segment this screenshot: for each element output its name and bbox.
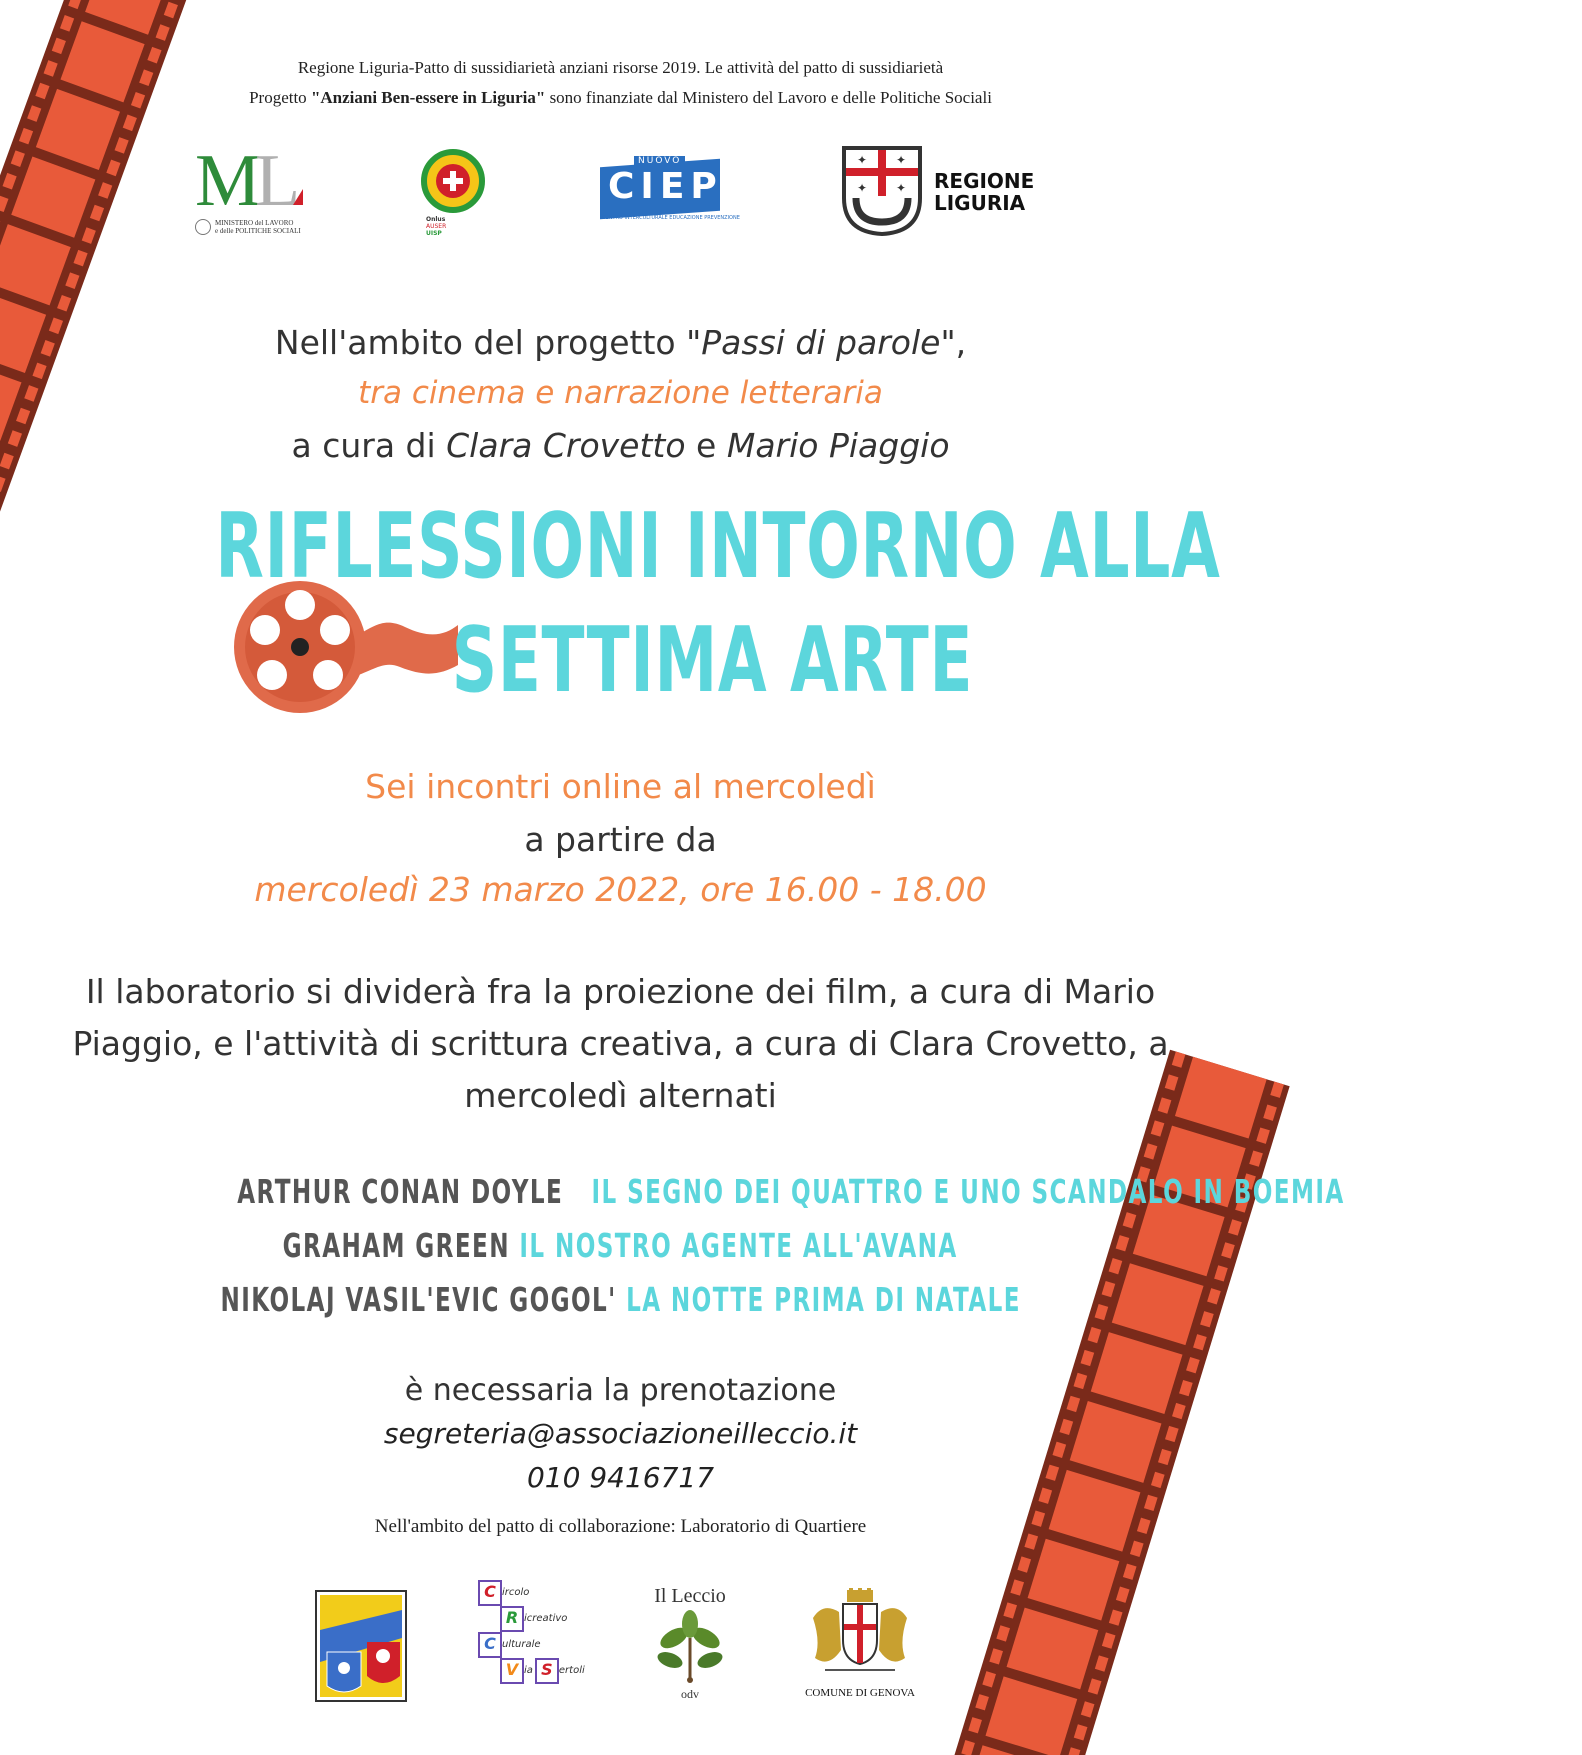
description-line2: Piaggio, e l'attività di scrittura creativa, a cura di Clara Crovetto, a bbox=[72, 1024, 1169, 1063]
intro-author2: Mario Piaggio bbox=[726, 426, 950, 465]
circolo-word: icreativo bbox=[524, 1613, 568, 1624]
svg-text:L: L bbox=[255, 140, 301, 222]
leccio-title: Il Leccio bbox=[654, 1585, 726, 1607]
header-line2-bold: "Anziani Ben-essere in Liguria" bbox=[310, 88, 546, 107]
intro-author1: Clara Crovetto bbox=[446, 426, 686, 465]
schedule-line1: Sei incontri online al mercoledì bbox=[365, 767, 876, 806]
description-line3: mercoledì alternati bbox=[464, 1076, 777, 1115]
associazione-caption3: UISP bbox=[426, 230, 442, 237]
title-line1: RIFLESSIONI INTORNO ALLA bbox=[215, 494, 1221, 599]
associazione-badge-icon bbox=[418, 150, 488, 212]
work-author: NIKOLAJ VASIL'EVIC GOGOL' bbox=[220, 1280, 617, 1319]
ciep-main: CIEP bbox=[608, 166, 723, 207]
circolo-letter: V bbox=[500, 1658, 524, 1684]
circolo-letter: C bbox=[478, 1580, 502, 1606]
circolo-letter: S bbox=[535, 1658, 559, 1684]
ciep-top: NUOVO bbox=[634, 156, 685, 166]
leccio-caption: odv bbox=[681, 1687, 699, 1701]
intro-line1 bbox=[0, 323, 1241, 362]
circolo-word: ertoli bbox=[558, 1665, 585, 1676]
circolo-row-1 bbox=[478, 1580, 529, 1605]
logo-il-leccio bbox=[640, 1585, 740, 1710]
circolo-word: ia bbox=[524, 1665, 533, 1676]
intro-line3-prefix: a cura di bbox=[291, 426, 447, 465]
work-title: LA NOTTE PRIMA DI NATALE bbox=[625, 1280, 1021, 1319]
ministero-caption1: MINISTERO del LAVORO bbox=[215, 219, 294, 227]
intro-line1-suffix: ", bbox=[940, 323, 967, 362]
work-item-1 bbox=[0, 1172, 1345, 1226]
logo-municipio-shield-icon bbox=[315, 1590, 407, 1702]
svg-text:✦: ✦ bbox=[896, 153, 907, 167]
circolo-row-2 bbox=[500, 1606, 567, 1631]
work-author: GRAHAM GREEN bbox=[282, 1226, 511, 1265]
title-line1-wrap bbox=[0, 494, 1241, 599]
work-item-2 bbox=[0, 1226, 1241, 1280]
genova-coat-of-arms-icon bbox=[805, 1588, 915, 1683]
circolo-row-3 bbox=[478, 1632, 541, 1657]
ministero-caption2: e delle POLITICHE SOCIALI bbox=[215, 227, 301, 235]
intro-line1-prefix: Nell'ambito del progetto " bbox=[274, 323, 702, 362]
contact-phone[interactable]: 010 9416717 bbox=[526, 1461, 715, 1494]
svg-text:✦: ✦ bbox=[857, 153, 868, 167]
header-line2-prefix: Progetto bbox=[249, 88, 311, 107]
republic-emblem-icon bbox=[195, 219, 211, 235]
genova-caption: COMUNE DI GENOVA bbox=[805, 1687, 915, 1699]
title-line2: SETTIMA ARTE bbox=[451, 608, 974, 713]
header-line1: Regione Liguria-Patto di sussidiarietà anziani risorse 2019. Le attività del patto di sussidiarietà bbox=[297, 58, 944, 77]
header-line2-suffix: sono finanziate dal Ministero del Lavoro e delle Politiche Sociali bbox=[545, 88, 992, 107]
title-line2-wrap bbox=[340, 608, 974, 713]
circolo-letter: R bbox=[500, 1606, 524, 1632]
logo-ciep bbox=[600, 153, 740, 225]
ciep-caption: CENTRO INTERCULTURALE EDUCAZIONE PREVENZIONE bbox=[602, 215, 740, 221]
circolo-word: ulturale bbox=[502, 1639, 541, 1650]
regione-shield-icon bbox=[842, 146, 922, 236]
work-title: IL SEGNO DEI QUATTRO E UNO SCANDALO IN BOEMIA bbox=[591, 1172, 1345, 1211]
logo-associazione bbox=[418, 150, 488, 245]
regione-line1: REGIONE bbox=[934, 169, 1035, 193]
logo-regione-liguria bbox=[842, 146, 1042, 236]
intro-line2: tra cinema e narrazione letteraria bbox=[358, 375, 883, 411]
intro-line3 bbox=[0, 426, 1241, 465]
works-list bbox=[0, 1172, 1345, 1334]
work-item-3 bbox=[0, 1280, 1241, 1334]
contact-email[interactable]: segreteria@associazioneilleccio.it bbox=[383, 1417, 858, 1450]
associazione-caption2: AUSER bbox=[426, 223, 447, 230]
oak-leaves-icon bbox=[650, 1608, 730, 1683]
circolo-letter: C bbox=[478, 1632, 502, 1658]
footer-note: Nell'ambito del patto di collaborazione: Laboratorio di Quartiere bbox=[374, 1516, 867, 1537]
description-line1: Il laboratorio si dividerà fra la proiezione dei film, a cura di Mario bbox=[85, 972, 1156, 1011]
intro-project-name: Passi di parole bbox=[701, 323, 941, 362]
work-author: ARTHUR CONAN DOYLE bbox=[237, 1172, 564, 1211]
ministero-ml-mark bbox=[195, 140, 310, 222]
intro-line3-mid: e bbox=[685, 426, 727, 465]
svg-text:M: M bbox=[195, 140, 261, 222]
header-line2 bbox=[0, 88, 1241, 108]
circolo-row-4 bbox=[500, 1658, 585, 1683]
logo-ministero bbox=[195, 140, 310, 235]
circolo-word: ircolo bbox=[502, 1587, 530, 1598]
logo-circolo bbox=[478, 1580, 588, 1705]
svg-text:✦: ✦ bbox=[896, 181, 907, 195]
regione-line2: LIGURIA bbox=[934, 191, 1026, 215]
booking-note: è necessaria la prenotazione bbox=[404, 1373, 837, 1408]
associazione-caption1: Onlus bbox=[426, 216, 446, 223]
schedule-line3: mercoledì 23 marzo 2022, ore 16.00 - 18.00 bbox=[254, 870, 987, 909]
work-title: IL NOSTRO AGENTE ALL'AVANA bbox=[519, 1226, 958, 1265]
logo-comune-genova bbox=[790, 1588, 930, 1708]
schedule-line2: a partire da bbox=[524, 820, 717, 859]
svg-text:✦: ✦ bbox=[857, 181, 868, 195]
